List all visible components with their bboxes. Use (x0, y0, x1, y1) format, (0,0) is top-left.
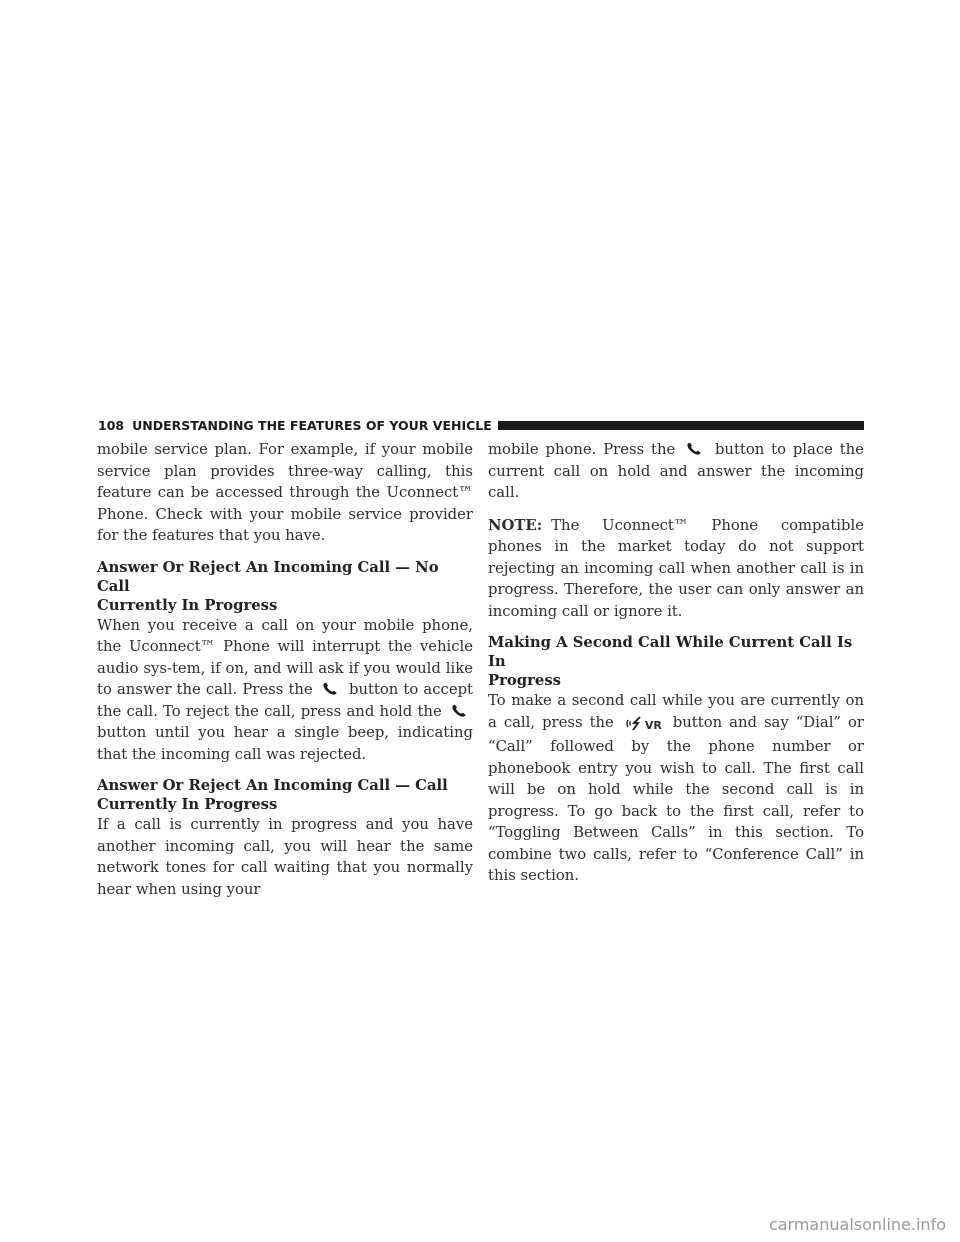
heading-line: Currently In Progress (97, 596, 278, 614)
left-column (97, 439, 473, 900)
chapter-title: UNDERSTANDING THE FEATURES OF YOUR VEHICLE (132, 417, 492, 433)
text-span: button and say “Dial” or “Call” followed by the phone number or phonebook entry you wish to call. The first call will be on hold while the second call is in progress. To go back to the first call, refer to “Toggling Between Calls” in this section. To combine two calls, refer to “Conference Call” in this section. (488, 713, 864, 884)
note-text: The Uconnect™ Phone compatible phones in the market today do not support rejecting an incoming call when another call is in progress. Therefore, the user can only answer an incoming call or ignore it. (488, 516, 864, 620)
page-number: 108 (98, 417, 125, 433)
paragraph-hold-answer (488, 439, 864, 504)
text-span: When you receive a call on your mobile phone, the Uconnect™ Phone will interrupt the vehicle audio sys-tem, if on, and will ask if you would like to answer the call. Press the (97, 616, 473, 698)
heading-call-in-progress (97, 776, 473, 814)
text-span: button to accept the call. To reject the call, press and hold the (97, 681, 473, 720)
text-span: mobile phone. Press the (488, 441, 676, 458)
paragraph-answer-reject (97, 615, 473, 766)
heading-line: Progress (488, 672, 562, 689)
note-label: NOTE: (488, 516, 543, 534)
voice-command-icon (625, 715, 662, 737)
paragraph-second-call (488, 690, 864, 887)
heading-no-call-in-progress (97, 558, 473, 615)
page-header (98, 413, 864, 437)
paragraph-service-plan: mobile service plan. For example, if your mobile service plan provides three-way calling, this feature can be accessed through the Uconnect™ Phone. Check with your mobile service provider for the features that you have. (97, 441, 473, 544)
paragraph-call-waiting: If a call is currently in progress and you have another incoming call, you will hear the same network tones for call waiting that you normally hear when using your (97, 816, 473, 898)
text-span: To make a second call while you are currently on a call, press the (488, 692, 864, 731)
text-span: button until you hear a single beep, indicating that the incoming call was rejected. (97, 724, 473, 763)
phone-icon (322, 682, 340, 696)
heading-line: Answer Or Reject An Incoming Call — No Call (97, 558, 439, 595)
text-span: button to place the current call on hold and answer the incoming call. (488, 441, 864, 501)
phone-icon (451, 704, 469, 718)
header-rule (498, 421, 864, 430)
phone-icon (686, 442, 704, 456)
note-paragraph (488, 515, 864, 623)
heading-line: Answer Or Reject An Incoming Call — Call (97, 777, 448, 794)
watermark: carmanualsonline.info (768, 1215, 946, 1234)
right-column (488, 439, 864, 887)
vr-label: VR (644, 718, 662, 732)
heading-line: Currently In Progress (97, 796, 278, 813)
heading-second-call (488, 633, 864, 690)
heading-line: Making A Second Call While Current Call Is In (488, 634, 853, 670)
